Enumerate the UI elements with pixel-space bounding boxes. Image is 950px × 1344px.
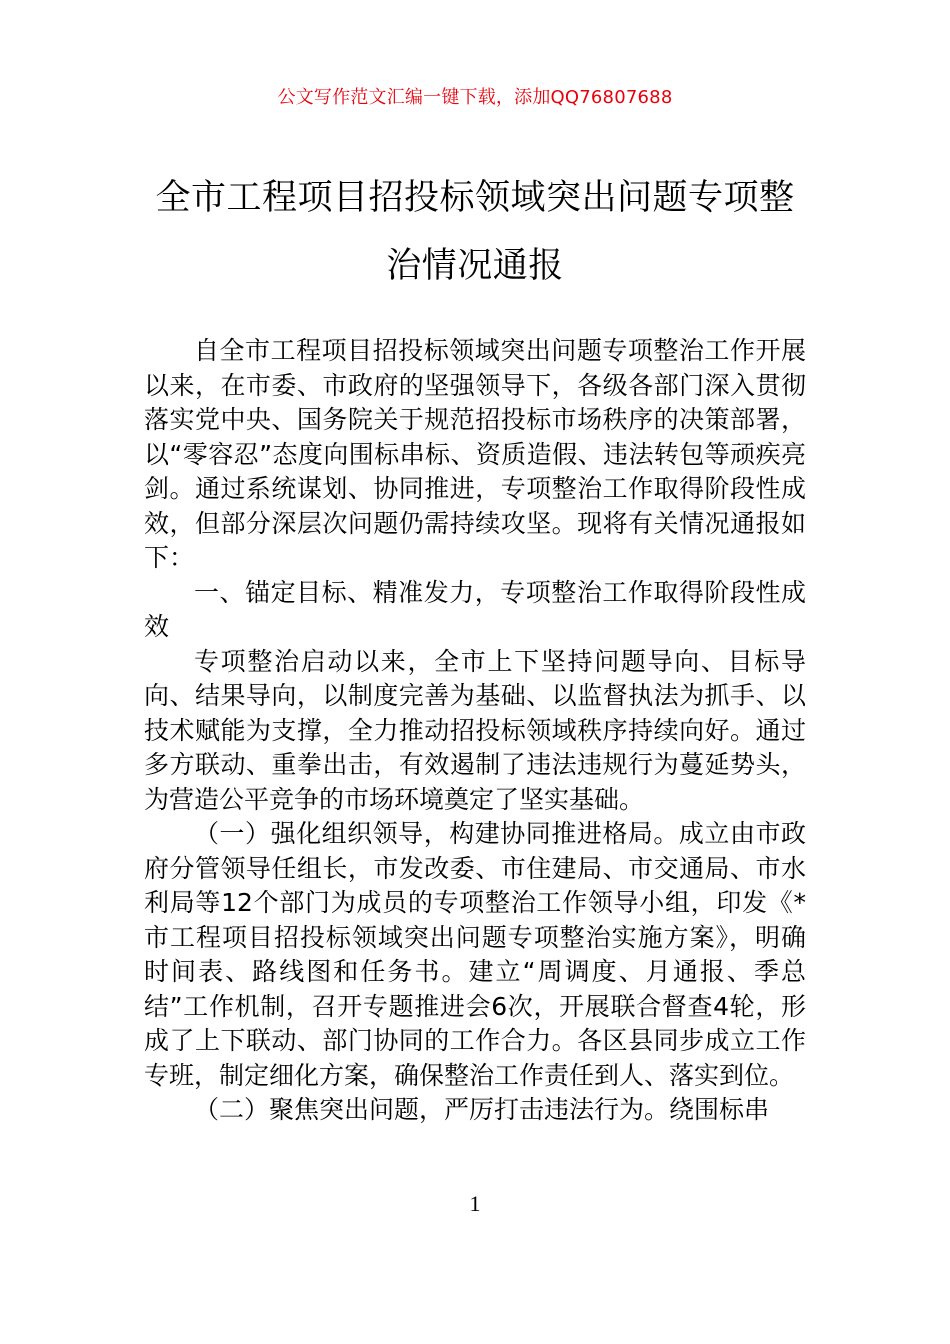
subsection-2-paragraph: （二）聚焦突出问题，严厉打击违法行为。绕围标串 [194,1095,770,1124]
subsection-1-paragraph: （一）强化组织领导，构建协同推进格局。成立由市政府分管领导任组长，市发改委、市住建局、市交通局、市水利局等12个部门为成员的专项整治工作领导小组，印发《*市工程项目招投标领域突出问题专项整治实施方案》，明确时间表、路线图和任务书。建立“周调度、月通报、季总结”工作机制，召开专题推进会6次，开展联合督查4轮，形成了上下联动、部门协同的工作合力。各区县同步成立工作专班，制定细化方案，确保整治工作责任到人、落实到位。 [144,819,806,1090]
download-notice: 公文写作范文汇编一键下载，添加QQ76807688 [277,87,673,108]
document-body [144,334,806,1128]
section-1-paragraph: 专项整治启动以来，全市上下坚持问题导向、目标导向、结果导向，以制度完善为基础、以监督执法为抓手、以技术赋能为支撑，全力推动招投标领域秩序持续向好。通过多方联动、重拳出击，有效遏制了违法违规行为蔓延势头，为营造公平竞争的市场环境奠定了坚实基础。 [144,646,806,814]
section-heading-1: 一、锚定目标、精准发力，专项整治工作取得阶段性成效 [144,577,806,641]
page-number: 1 [469,1191,481,1216]
intro-paragraph: 自全市工程项目招投标领域突出问题专项整治工作开展以来，在市委、市政府的坚强领导下，各级各部门深入贯彻落实党中央、国务院关于规范招投标市场秩序的决策部署，以“零容忍”态度向围标串标、资质造假、违法转包等顽疾亮剑。通过系统谋划、协同推进，专项整治工作取得阶段性成效，但部分深层次问题仍需持续攻坚。现将有关情况通报如下： [144,336,806,572]
document-title: 全市工程项目招投标领域突出问题专项整治情况通报 [155,178,795,286]
